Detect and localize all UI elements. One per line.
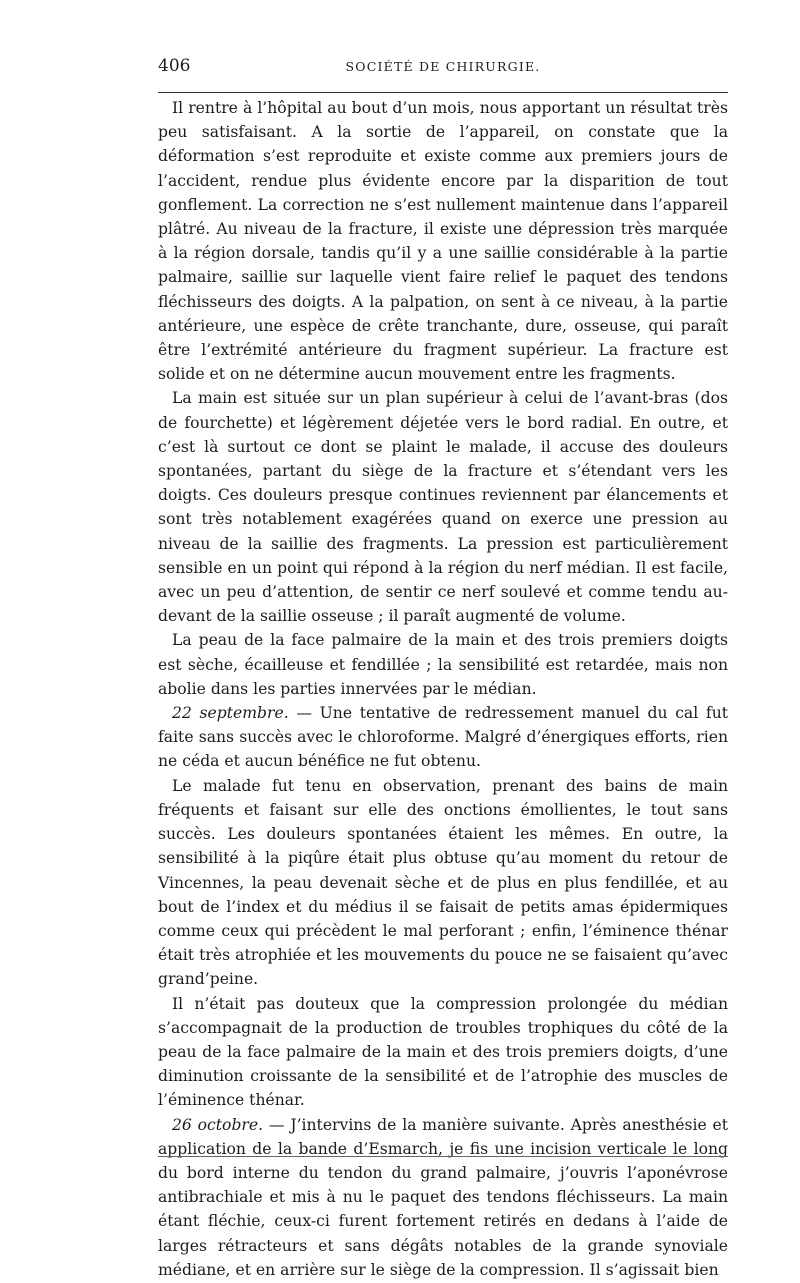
paragraph-text: — J’intervins de la manière suivante. Après anesthésie et application de la bande d’Esmarch, je fis une incision verticale le long du bord interne du tendon du grand palmaire, j’ouvris l’aponévrose antibrachiale et mis à nu le paquet des tendons fléchisseurs. La main étant fléchie, ceux-ci furent fortement retirés en dedans à l’aide de larges rétracteurs et sans dégâts notables de la grande synoviale médiane, et en arrière sur le siège de la compression. Il s’agissait bien [158,1115,729,1279]
paragraph-text: Le malade fut tenu en observation, prenant des bains de main fréquents et faisant sur elle des onctions émollientes, le tout sans succès. Les douleurs spontanées étaient les mêmes. En outre, la sensibilité à la piqûre était plus obtuse qu’au moment du retour de Vincennes, la peau devenait sèche et de plus en plus fendillée, et au bout de l’index et du médius il se faisait de petits amas épidermiques comme ceux qui précèdent le mal perforant ; enfin, l’éminence thénar était très atrophiée et les mouvements du pouce ne se faisaient qu’avec grand’peine. [158,776,728,989]
page-number: 406 [158,56,191,76]
paragraph-text: La main est située sur un plan supérieur à celui de l’avant-bras (dos de fourchette) et légèrement déjetée vers le bord radial. En outre, et c’est là surtout ce dont se plaint le malade, il accuse des douleurs spontanées, partant du siège de la fracture et s’étendant vers les doigts. Ces douleurs presque continues reviennent par élancements et sont très notablement exagérées quand on exerce une pression au niveau de la saillie des fragments. La pression est particulièrement sensible en un point qui répond à la région du nerf médian. Il est facile, avec un peu d’attention, de sentir ce nerf soulevé et comme tendu au-devant de la saillie osseuse ; il paraît augmenté de volume. [158,389,728,626]
bottom-rule [158,1156,728,1157]
paragraph [158,992,728,1113]
paragraph [158,96,728,386]
date-lead: 22 septembre. [172,704,289,723]
running-head: SOCIÉTÉ DE CHIRURGIE. [345,59,541,74]
paragraph-text: — Une tentative de redressement manuel du cal fut faite sans succès avec le chloroforme. Malgré d’énergiques efforts, rien ne céda et aucun bénéfice ne fut obtenu. [158,704,729,771]
paragraph [158,774,728,992]
paragraph-text: Il n’était pas douteux que la compression prolongée du médian s’accompagnait de la production de troubles trophiques du côté de la peau de la face palmaire de la main et des trois premiers doigts, d’une diminution croissante de la sensibilité et de l’atrophie des muscles de l’éminence thénar. [158,994,728,1110]
paragraph [158,628,728,701]
paragraph [158,701,728,774]
paragraph [158,1113,728,1282]
body-text [158,96,728,1282]
page-header [158,56,728,84]
header-rule [158,92,728,93]
date-lead: 26 octobre. [172,1115,264,1134]
paragraph-text: La peau de la face palmaire de la main et des trois premiers doigts est sèche, écailleuse et fendillée ; la sensibilité est retardée, mais non abolie dans les parties innervées par le médian. [158,631,728,698]
paragraph [158,386,728,628]
book-page [158,56,729,1279]
paragraph-text: Il rentre à l’hôpital au bout d’un mois, nous apportant un résultat très peu satisfaisant. A la sortie de l’appareil, on constate que la déformation s’est reproduite et existe comme aux premiers jours de l’accident, rendue plus évidente encore par la disparition de tout gonflement. La correction ne s’est nullement maintenue dans l’appareil plâtré. Au niveau de la fracture, il existe une dépression très marquée à la région dorsale, tandis qu’il y a une saillie considérable à la partie palmaire, saillie sur laquelle vient faire relief le paquet des tendons fléchisseurs des doigts. A la palpation, on sent à ce niveau, à la partie antérieure, une espèce de crête tranchante, dure, osseuse, qui paraît être l’extrémité antérieure du fragment supérieur. La fracture est solide et on ne détermine aucun mouvement entre les fragments. [158,99,728,384]
